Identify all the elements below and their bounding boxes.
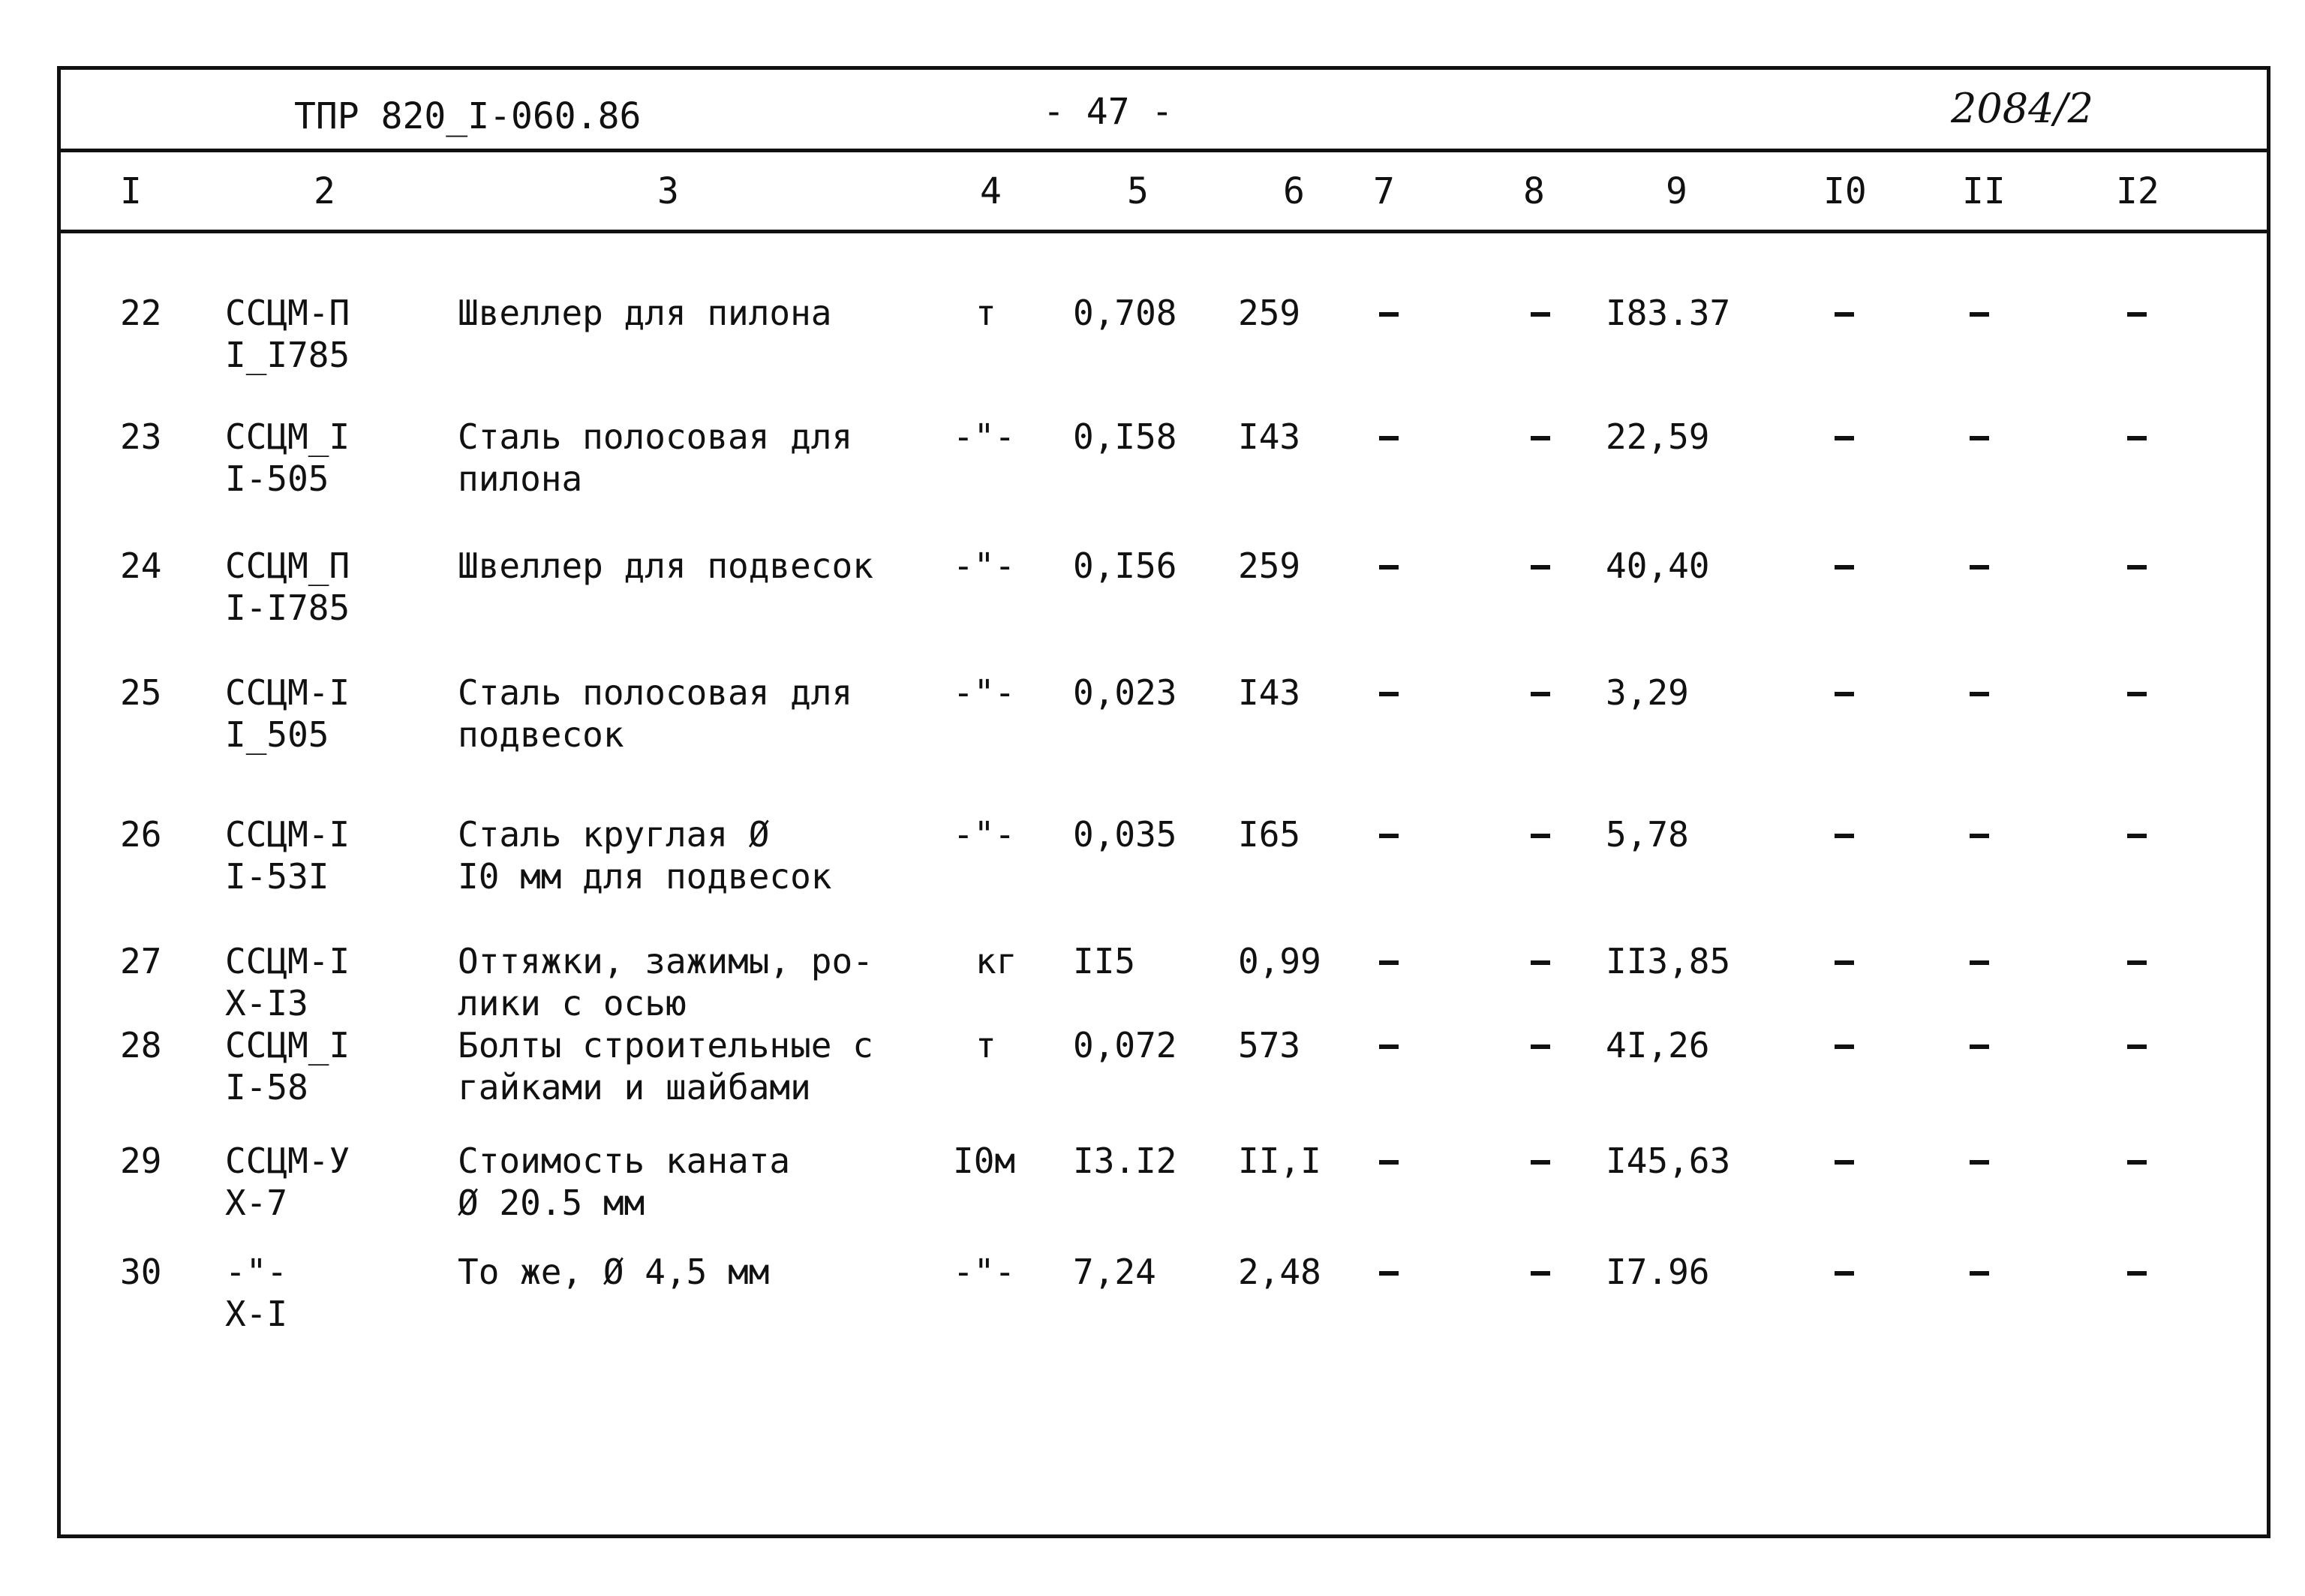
cell-dash (1835, 312, 1854, 317)
column-number: II (1962, 170, 2006, 212)
cell-dash (1379, 1044, 1399, 1049)
resource-code: X-I (225, 1294, 288, 1334)
cell-dash (1379, 960, 1399, 965)
item-name: Стоимость каната (458, 1141, 791, 1181)
resource-code: ССЦМ-I (225, 814, 350, 855)
resource-code: ССЦМ-I (225, 941, 350, 981)
cell-dash (1835, 436, 1854, 440)
cell-dash (1970, 1044, 1989, 1049)
column-number: 5 (1127, 170, 1149, 212)
unit: т (975, 1025, 996, 1066)
cost-value: 3,29 (1606, 672, 1689, 713)
cell-dash (1379, 692, 1399, 696)
cost-value: I83.37 (1606, 293, 1731, 333)
column-number: 4 (980, 170, 1002, 212)
page-number: - 47 - (1043, 91, 1174, 133)
cost-value: 4I,26 (1606, 1025, 1710, 1066)
resource-code: -"- (225, 1252, 288, 1292)
cell-dash (1379, 565, 1399, 570)
unit-price: 2,48 (1238, 1252, 1321, 1292)
column-number: I (120, 170, 142, 212)
column-number: I2 (2116, 170, 2159, 212)
column-header-divider (57, 230, 2270, 233)
item-name: подвесок (458, 714, 624, 755)
cell-dash (1379, 436, 1399, 440)
cell-dash (1970, 312, 1989, 317)
row-number: 30 (120, 1252, 162, 1292)
unit-price: I43 (1238, 672, 1301, 713)
cell-dash (2127, 312, 2147, 317)
resource-code: ССЦМ_П (225, 546, 350, 586)
row-number: 27 (120, 941, 162, 981)
cell-dash (2127, 960, 2147, 965)
quantity: 0,I56 (1073, 546, 1177, 586)
cell-dash (1531, 1044, 1550, 1049)
item-name: лики с осью (458, 983, 687, 1023)
cost-value: II3,85 (1606, 941, 1731, 981)
cell-dash (1531, 565, 1550, 570)
resource-code: I-I785 (225, 588, 350, 628)
cell-dash (1970, 1160, 1989, 1165)
resource-code: I-53I (225, 856, 329, 897)
cell-dash (1379, 834, 1399, 838)
cost-value: I45,63 (1606, 1141, 1731, 1181)
cell-dash (1531, 1160, 1550, 1165)
resource-code: ССЦМ_I (225, 1025, 350, 1066)
row-number: 24 (120, 546, 162, 586)
unit-price: I43 (1238, 416, 1301, 457)
item-name: Болты строительные с (458, 1025, 873, 1066)
cost-value: 22,59 (1606, 416, 1710, 457)
cell-dash (2127, 436, 2147, 440)
item-name: То же, Ø 4,5 мм (458, 1252, 770, 1292)
unit: -"- (953, 546, 1016, 586)
cell-dash (2127, 692, 2147, 696)
item-name: Ø 20.5 мм (458, 1183, 645, 1223)
cell-dash (1531, 1271, 1550, 1276)
cell-dash (1835, 565, 1854, 570)
header-divider (57, 149, 2270, 152)
document-frame (57, 66, 2270, 1538)
unit: I0м (953, 1141, 1016, 1181)
cell-dash (2127, 1044, 2147, 1049)
row-number: 22 (120, 293, 162, 333)
cell-dash (1970, 1271, 1989, 1276)
column-number: I0 (1823, 170, 1867, 212)
cell-dash (1531, 436, 1550, 440)
item-name: I0 мм для подвесок (458, 856, 832, 897)
quantity: 0,I58 (1073, 416, 1177, 457)
cell-dash (2127, 565, 2147, 570)
cell-dash (1379, 312, 1399, 317)
resource-code: I_505 (225, 714, 329, 755)
cell-dash (2127, 1271, 2147, 1276)
handwritten-stamp: 2084/2 (1951, 85, 2093, 132)
cell-dash (1531, 834, 1550, 838)
unit: -"- (953, 416, 1016, 457)
column-number: 8 (1523, 170, 1545, 212)
unit-price: 573 (1238, 1025, 1301, 1066)
unit-price: 0,99 (1238, 941, 1321, 981)
quantity: 0,023 (1073, 672, 1177, 713)
row-number: 29 (120, 1141, 162, 1181)
cell-dash (1835, 1044, 1854, 1049)
column-number: 7 (1373, 170, 1395, 212)
item-name: Сталь круглая Ø (458, 814, 770, 855)
item-name: Швеллер для подвесок (458, 546, 873, 586)
cell-dash (1835, 834, 1854, 838)
unit-price: 259 (1238, 293, 1301, 333)
resource-code: ССЦМ-I (225, 672, 350, 713)
item-name: Швеллер для пилона (458, 293, 832, 333)
row-number: 28 (120, 1025, 162, 1066)
quantity: II5 (1073, 941, 1136, 981)
cell-dash (2127, 1160, 2147, 1165)
cell-dash (1970, 692, 1989, 696)
document-code: ТПР 820_I-060.86 (294, 95, 642, 137)
cell-dash (1970, 565, 1989, 570)
unit: -"- (953, 1252, 1016, 1292)
cell-dash (1835, 692, 1854, 696)
cell-dash (1379, 1271, 1399, 1276)
item-name: гайками и шайбами (458, 1067, 811, 1108)
cell-dash (1970, 960, 1989, 965)
resource-code: ССЦМ-У (225, 1141, 350, 1181)
unit: -"- (953, 672, 1016, 713)
resource-code: I-505 (225, 458, 329, 499)
cell-dash (1835, 1271, 1854, 1276)
cost-value: 5,78 (1606, 814, 1689, 855)
resource-code: X-I3 (225, 983, 308, 1023)
quantity: 0,072 (1073, 1025, 1177, 1066)
cell-dash (1835, 1160, 1854, 1165)
cost-value: 40,40 (1606, 546, 1710, 586)
row-number: 25 (120, 672, 162, 713)
resource-code: ССЦМ-П (225, 293, 350, 333)
item-name: Оттяжки, зажимы, ро- (458, 941, 873, 981)
unit: кг (975, 941, 1017, 981)
cell-dash (1531, 312, 1550, 317)
column-number: 2 (314, 170, 335, 212)
resource-code: X-7 (225, 1183, 288, 1223)
item-name: пилона (458, 458, 583, 499)
cell-dash (1835, 960, 1854, 965)
column-number: 9 (1666, 170, 1687, 212)
unit: -"- (953, 814, 1016, 855)
unit: т (975, 293, 996, 333)
item-name: Сталь полосовая для (458, 672, 853, 713)
quantity: 7,24 (1073, 1252, 1156, 1292)
row-number: 26 (120, 814, 162, 855)
quantity: 0,708 (1073, 293, 1177, 333)
unit-price: I65 (1238, 814, 1301, 855)
cell-dash (1379, 1160, 1399, 1165)
column-number: 6 (1283, 170, 1305, 212)
cell-dash (1970, 834, 1989, 838)
row-number: 23 (120, 416, 162, 457)
cell-dash (1531, 960, 1550, 965)
column-number: 3 (657, 170, 679, 212)
resource-code: I-58 (225, 1067, 308, 1108)
cost-value: I7.96 (1606, 1252, 1710, 1292)
cell-dash (1531, 692, 1550, 696)
resource-code: I_I785 (225, 335, 350, 375)
resource-code: ССЦМ_I (225, 416, 350, 457)
cell-dash (2127, 834, 2147, 838)
quantity: 0,035 (1073, 814, 1177, 855)
unit-price: 259 (1238, 546, 1301, 586)
quantity: I3.I2 (1073, 1141, 1177, 1181)
item-name: Сталь полосовая для (458, 416, 853, 457)
unit-price: II,I (1238, 1141, 1321, 1181)
cell-dash (1970, 436, 1989, 440)
